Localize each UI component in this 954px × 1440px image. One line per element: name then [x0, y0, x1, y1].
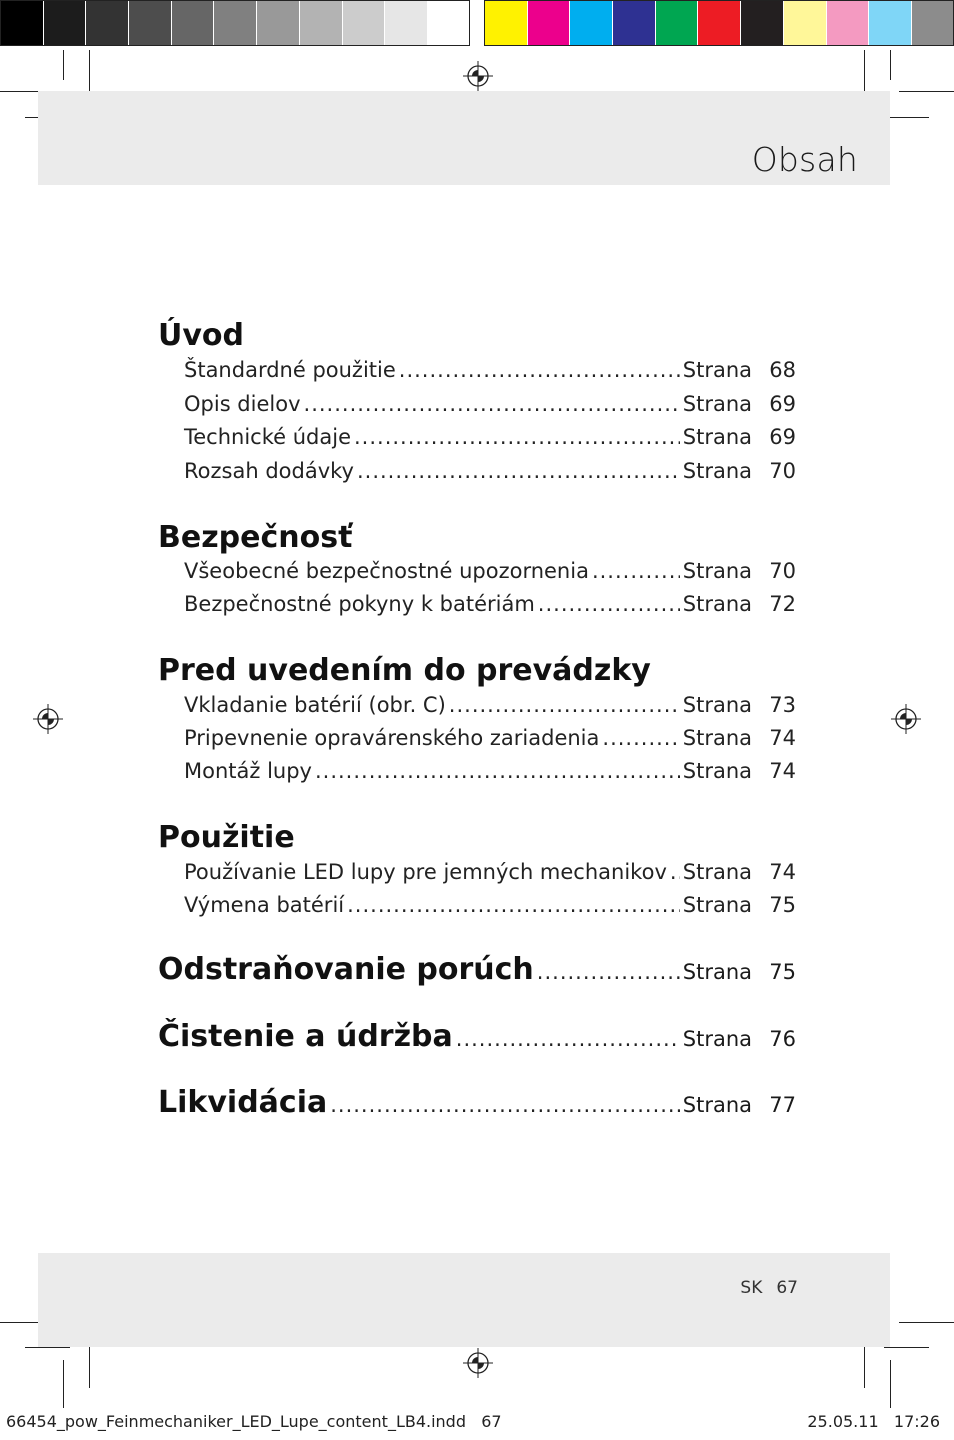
crop-mark	[89, 1340, 90, 1388]
leader-dots	[602, 726, 679, 750]
color-swatch	[869, 1, 912, 45]
toc-entry[interactable]	[184, 392, 796, 422]
toc-entry[interactable]	[184, 592, 796, 622]
leader-dots	[399, 358, 680, 382]
page-number: 74	[769, 759, 796, 783]
page-word: Strana	[682, 1027, 752, 1051]
page-footer	[726, 1278, 798, 1298]
page-word: Strana	[682, 693, 752, 717]
color-swatch	[656, 1, 699, 45]
page-number: 73	[769, 693, 796, 717]
print-file-name: 66454_pow_Feinmechaniker_LED_Lupe_content_LB4.indd 67	[6, 1412, 502, 1431]
leader-dots	[538, 592, 680, 616]
page-number: 75	[769, 960, 796, 984]
toc-entry[interactable]	[184, 358, 796, 388]
leader-dots	[330, 1093, 680, 1117]
toc-entry[interactable]	[184, 759, 796, 789]
crop-mark	[25, 1347, 70, 1348]
crop-mark	[864, 1340, 865, 1388]
gray-swatch	[428, 1, 469, 45]
page-number: 74	[769, 860, 796, 884]
toc-entry[interactable]	[184, 459, 796, 489]
leader-dots	[537, 960, 680, 984]
toc-entry-label: Opis dielov	[184, 392, 301, 416]
toc-entry[interactable]	[184, 559, 796, 589]
crop-mark	[884, 1347, 929, 1348]
crop-mark	[890, 50, 891, 80]
gray-calibration-bar	[0, 0, 470, 46]
crop-mark	[899, 1322, 954, 1323]
page-word: Strana	[682, 1093, 752, 1117]
page-word: Strana	[682, 559, 752, 583]
page-number: 68	[769, 358, 796, 382]
footer-band	[38, 1253, 890, 1347]
toc-section-heading: Použitie	[158, 820, 295, 855]
toc-major-entry[interactable]	[158, 1085, 796, 1120]
footer-page-number: 67	[776, 1278, 798, 1298]
page-word: Strana	[682, 860, 752, 884]
gray-swatch	[44, 1, 87, 45]
page-word: Strana	[682, 358, 752, 382]
page-word: Strana	[682, 425, 752, 449]
color-swatch	[570, 1, 613, 45]
leader-dots	[670, 860, 680, 884]
color-swatch	[485, 1, 528, 45]
page-number: 70	[769, 559, 796, 583]
toc-entry[interactable]	[184, 726, 796, 756]
gray-swatch	[1, 1, 44, 45]
page-title: Obsah	[751, 140, 858, 179]
toc-entry-label: Technické údaje	[184, 425, 351, 449]
color-swatch	[741, 1, 784, 45]
gray-swatch	[385, 1, 428, 45]
language-code: SK	[740, 1278, 763, 1298]
page-number: 72	[769, 592, 796, 616]
color-swatch	[827, 1, 870, 45]
toc-major-entry[interactable]	[158, 952, 796, 987]
toc-entry-label: Výmena batérií	[184, 893, 345, 917]
color-swatch	[784, 1, 827, 45]
color-swatch	[698, 1, 741, 45]
toc-entry-label: Vkladanie batérií (obr. C)	[184, 693, 446, 717]
toc-entry-label: Montáž lupy	[184, 759, 312, 783]
leader-dots	[456, 1027, 680, 1051]
gray-swatch	[86, 1, 129, 45]
page-number: 70	[769, 459, 796, 483]
gray-swatch	[257, 1, 300, 45]
color-swatch	[528, 1, 571, 45]
print-datetime: 25.05.11 17:26	[807, 1412, 940, 1431]
toc-section-heading: Pred uvedením do prevádzky	[158, 653, 651, 688]
page-word: Strana	[682, 726, 752, 750]
registration-mark-icon	[463, 1348, 493, 1378]
leader-dots	[354, 425, 680, 449]
page-number: 74	[769, 726, 796, 750]
toc-entry-label: Používanie LED lupy pre jemných mechanikov	[184, 860, 667, 884]
leader-dots	[315, 759, 680, 783]
color-swatch	[912, 1, 953, 45]
registration-mark-icon	[33, 704, 63, 734]
leader-dots	[347, 893, 680, 917]
registration-mark-icon	[891, 704, 921, 734]
registration-mark-icon	[463, 61, 493, 91]
gray-swatch	[129, 1, 172, 45]
crop-mark	[63, 1360, 64, 1408]
toc-entry[interactable]	[184, 425, 796, 455]
page-word: Strana	[682, 392, 752, 416]
gray-swatch	[300, 1, 343, 45]
leader-dots	[592, 559, 680, 583]
page-number: 77	[769, 1093, 796, 1117]
toc-entry[interactable]	[184, 860, 796, 890]
toc-major-label: Likvidácia	[158, 1085, 328, 1120]
gray-swatch	[172, 1, 215, 45]
page-number: 75	[769, 893, 796, 917]
toc-entry-label: Všeobecné bezpečnostné upozornenia	[184, 559, 589, 583]
leader-dots	[449, 693, 680, 717]
toc-section-heading: Bezpečnosť	[158, 520, 353, 555]
toc-section-heading: Úvod	[158, 318, 245, 353]
crop-mark	[899, 91, 954, 92]
toc-entry[interactable]	[184, 893, 796, 923]
color-calibration-bar	[484, 0, 954, 46]
crop-mark	[890, 1360, 891, 1408]
crop-mark	[884, 117, 929, 118]
page-word: Strana	[682, 759, 752, 783]
toc-major-label: Čistenie a údržba	[158, 1019, 453, 1054]
page-number: 69	[769, 425, 796, 449]
gray-swatch	[214, 1, 257, 45]
page-word: Strana	[682, 459, 752, 483]
page-number: 69	[769, 392, 796, 416]
gray-swatch	[343, 1, 386, 45]
toc-major-label: Odstraňovanie porúch	[158, 952, 534, 987]
leader-dots	[357, 459, 680, 483]
crop-mark	[63, 50, 64, 80]
page-word: Strana	[682, 893, 752, 917]
page-word: Strana	[682, 960, 752, 984]
leader-dots	[304, 392, 680, 416]
toc-entry[interactable]	[184, 693, 796, 723]
toc-entry-label: Bezpečnostné pokyny k batériám	[184, 592, 535, 616]
toc-entry-label: Štandardné použitie	[184, 358, 396, 382]
toc-entry-label: Pripevnenie opravárenského zariadenia	[184, 726, 600, 750]
toc-major-entry[interactable]	[158, 1019, 796, 1054]
color-swatch	[613, 1, 656, 45]
page-word: Strana	[682, 592, 752, 616]
toc-entry-label: Rozsah dodávky	[184, 459, 354, 483]
page-number: 76	[769, 1027, 796, 1051]
